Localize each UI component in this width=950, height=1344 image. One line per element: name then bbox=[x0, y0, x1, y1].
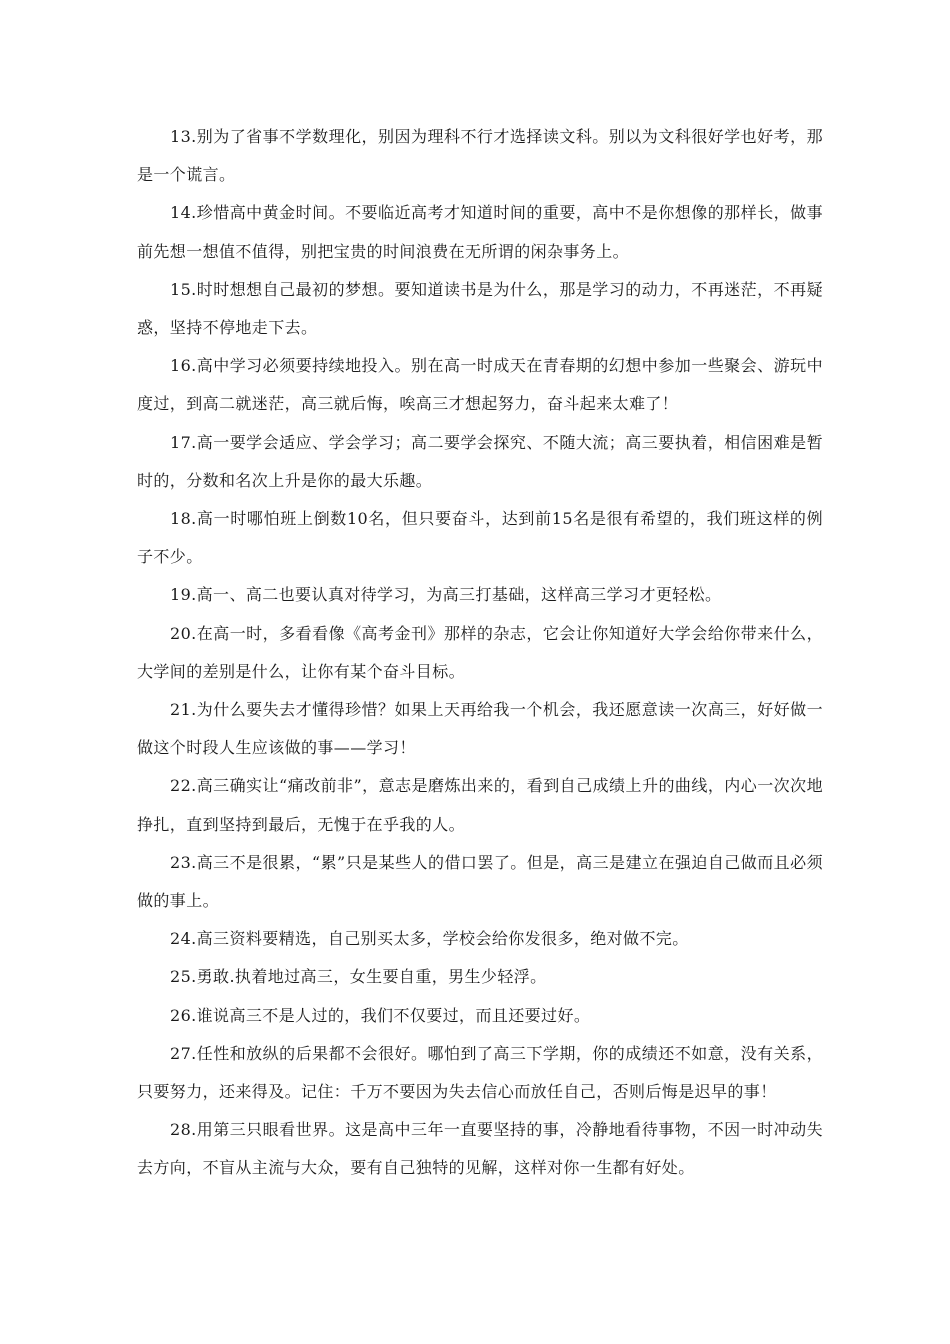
paragraph-22: 22.高三确实让“痛改前非”，意志是磨炼出来的，看到自己成绩上升的曲线，内心一次次地挣扎，直到坚持到最后，无愧于在乎我的人。 bbox=[137, 776, 823, 834]
paragraph-13: 13.别为了省事不学数理化，别因为理科不行才选择读文科。别以为文科很好学也好考，那是一个谎言。 bbox=[137, 127, 823, 185]
paragraph-18: 18.高一时哪怕班上倒数10名，但只要奋斗，达到前15名是很有希望的，我们班这样的例子不少。 bbox=[137, 509, 823, 567]
paragraph-17: 17.高一要学会适应、学会学习；高二要学会探究、不随大流；高三要执着，相信困难是暂时的，分数和名次上升是你的最大乐趣。 bbox=[137, 432, 823, 490]
document-body bbox=[137, 118, 823, 1188]
paragraph-21: 21.为什么要失去才懂得珍惜？如果上天再给我一个机会，我还愿意读一次高三，好好做一做这个时段人生应该做的事——学习！ bbox=[137, 700, 823, 758]
paragraph-27: 27.任性和放纵的后果都不会很好。哪怕到了高三下学期，你的成绩还不如意，没有关系，只要努力，还来得及。记住：千万不要因为失去信心而放任自己，否则后悔是迟早的事！ bbox=[137, 1043, 823, 1102]
paragraph-19: 19.高一、高二也要认真对待学习，为高三打基础，这样高三学习才更轻松。 bbox=[170, 585, 722, 605]
paragraph-16: 16.高中学习必须要持续地投入。别在高一时成天在青春期的幻想中参加一些聚会、游玩中度过，到高二就迷茫，高三就后悔，唉高三才想起努力，奋斗起来太难了！ bbox=[137, 356, 823, 414]
paragraph-20: 20.在高一时，多看看像《高考金刊》那样的杂志，它会让你知道好大学会给你带来什么，大学间的差别是什么，让你有某个奋斗目标。 bbox=[137, 623, 823, 681]
paragraph-24: 24.高三资料要精选，自己别买太多，学校会给你发很多，绝对做不完。 bbox=[170, 929, 689, 949]
paragraph-15: 15.时时想想自己最初的梦想。要知道读书是为什么，那是学习的动力，不再迷茫，不再疑惑，坚持不停地走下去。 bbox=[137, 279, 823, 338]
paragraph-25: 25.勇敢.执着地过高三，女生要自重，男生少轻浮。 bbox=[170, 967, 547, 987]
paragraph-26: 26.谁说高三不是人过的，我们不仅要过，而且还要过好。 bbox=[170, 1005, 591, 1025]
paragraph-14: 14.珍惜高中黄金时间。不要临近高考才知道时间的重要，高中不是你想像的那样长，做事前先想一想值不值得，别把宝贵的时间浪费在无所谓的闲杂事务上。 bbox=[137, 203, 823, 261]
paragraph-23: 23.高三不是很累，“累”只是某些人的借口罢了。但是，高三是建立在强迫自己做而且必须做的事上。 bbox=[137, 852, 823, 911]
paragraph-28: 28.用第三只眼看世界。这是高中三年一直要坚持的事，冷静地看待事物，不因一时冲动失去方向，不盲从主流与大众，要有自己独特的见解，这样对你一生都有好处。 bbox=[137, 1120, 823, 1178]
